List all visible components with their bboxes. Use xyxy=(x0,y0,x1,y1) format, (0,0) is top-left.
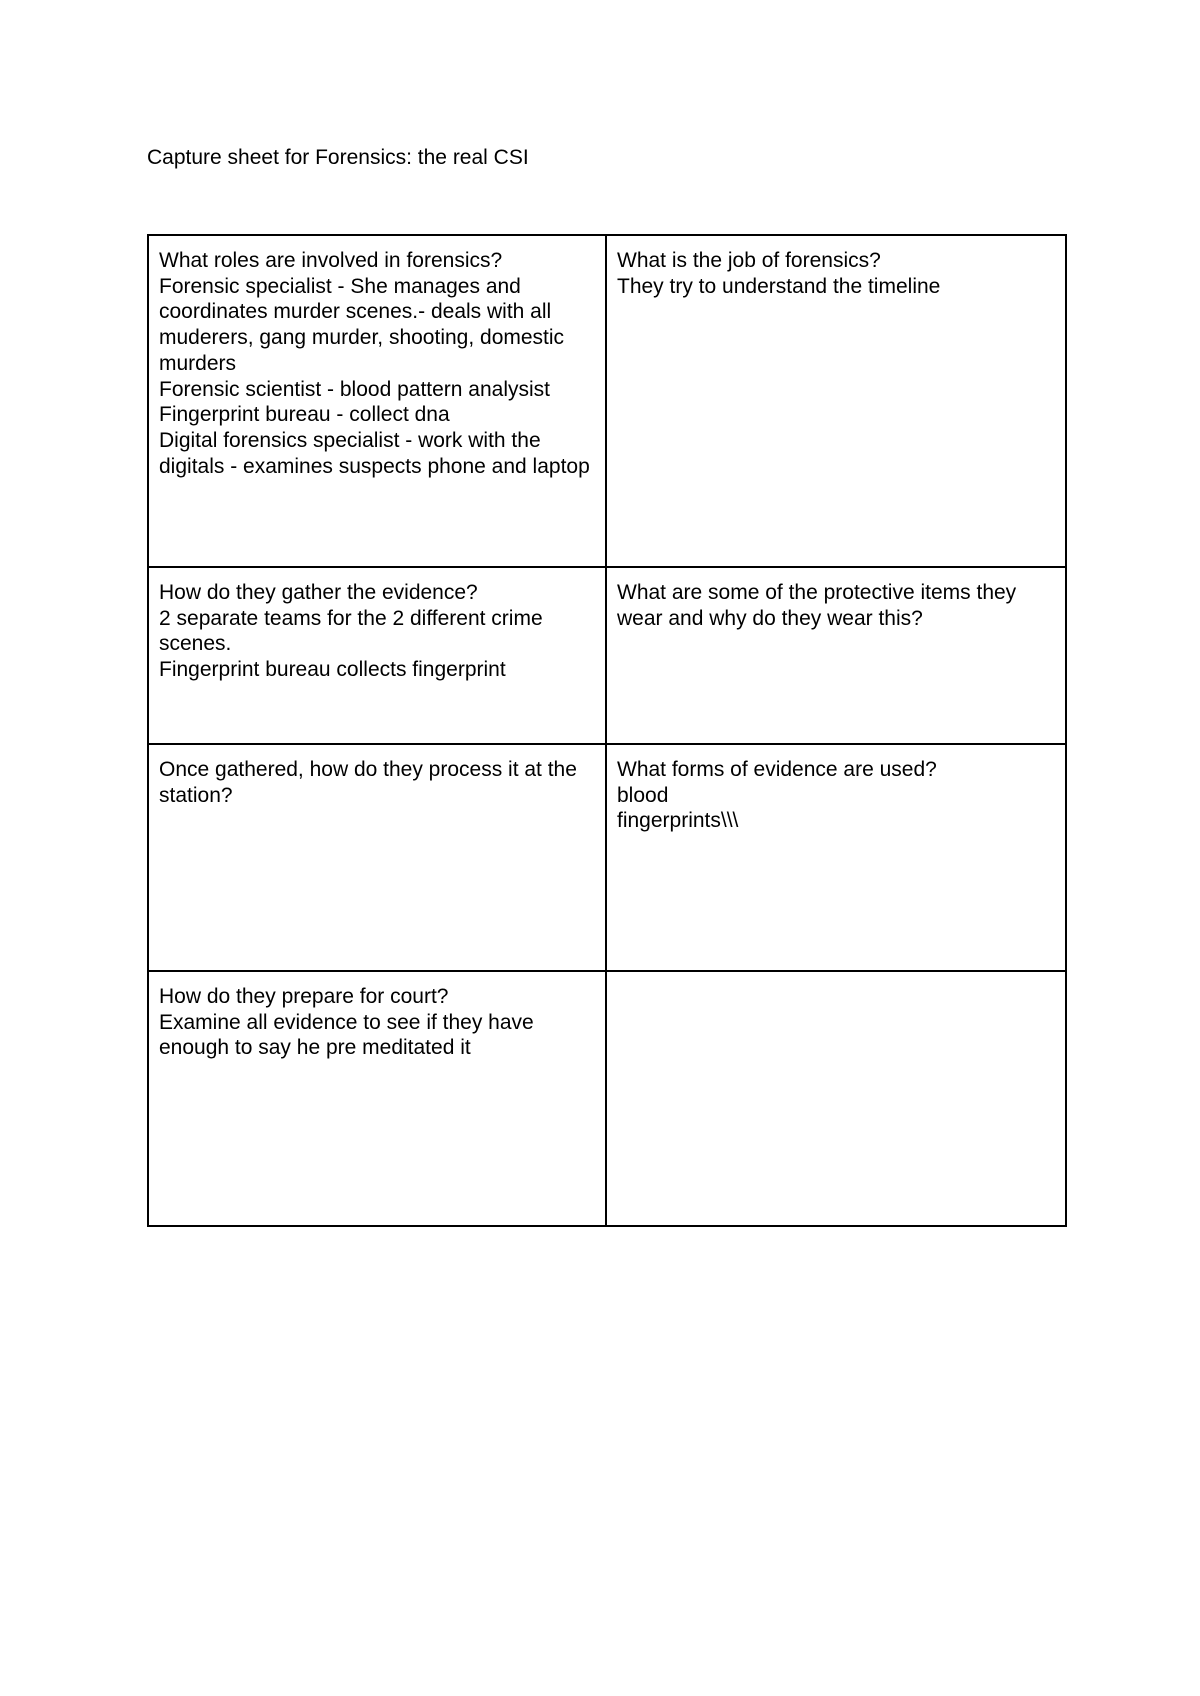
cell-job[interactable] xyxy=(606,235,1066,567)
cell-roles[interactable] xyxy=(148,235,606,567)
cell-text-line: Once gathered, how do they process it at the station? xyxy=(159,758,577,807)
cell-text-line: They try to understand the timeline xyxy=(617,274,941,298)
cell-text-line: What is the job of forensics? xyxy=(617,249,881,272)
cell-protective-items[interactable] xyxy=(606,567,1066,744)
document-title: Capture sheet for Forensics: the real CSI xyxy=(147,146,529,169)
cell-prepare-court[interactable] xyxy=(148,971,606,1226)
cell-text-line: Forensic specialist - She manages and coordinates murder scenes.- deals with all muderers, gang murder, shooting, domestic murders xyxy=(159,274,565,375)
cell-empty[interactable] xyxy=(606,971,1066,1226)
cell-text-line: fingerprints\\\ xyxy=(617,809,739,833)
table-row xyxy=(148,567,1066,744)
cell-evidence-forms[interactable] xyxy=(606,744,1066,971)
cell-text-line: blood xyxy=(617,783,669,807)
cell-text-line: What forms of evidence are used? xyxy=(617,758,937,781)
table-row xyxy=(148,971,1066,1226)
cell-gather-evidence[interactable] xyxy=(148,567,606,744)
cell-text-line: Fingerprint bureau - collect dna xyxy=(159,403,450,427)
table-row xyxy=(148,744,1066,971)
cell-text-line: What roles are involved in forensics? xyxy=(159,249,503,272)
cell-text-line: 2 separate teams for the 2 different crime scenes. xyxy=(159,606,543,656)
cell-text-line: Forensic scientist - blood pattern analysist xyxy=(159,377,551,401)
cell-text-line: Examine all evidence to see if they have enough to say he pre meditated it xyxy=(159,1010,534,1060)
cell-text-line: Fingerprint bureau collects fingerprint xyxy=(159,658,506,682)
cell-text-line: How do they prepare for court? xyxy=(159,985,449,1008)
table-row xyxy=(148,235,1066,567)
cell-text-line: How do they gather the evidence? xyxy=(159,581,478,604)
cell-text-line: What are some of the protective items they wear and why do they wear this? xyxy=(617,581,1017,630)
capture-table xyxy=(147,234,1067,1227)
cell-text-line: Digital forensics specialist - work with the digitals - examines suspects phone and laptop xyxy=(159,428,590,478)
cell-process-station[interactable] xyxy=(148,744,606,971)
